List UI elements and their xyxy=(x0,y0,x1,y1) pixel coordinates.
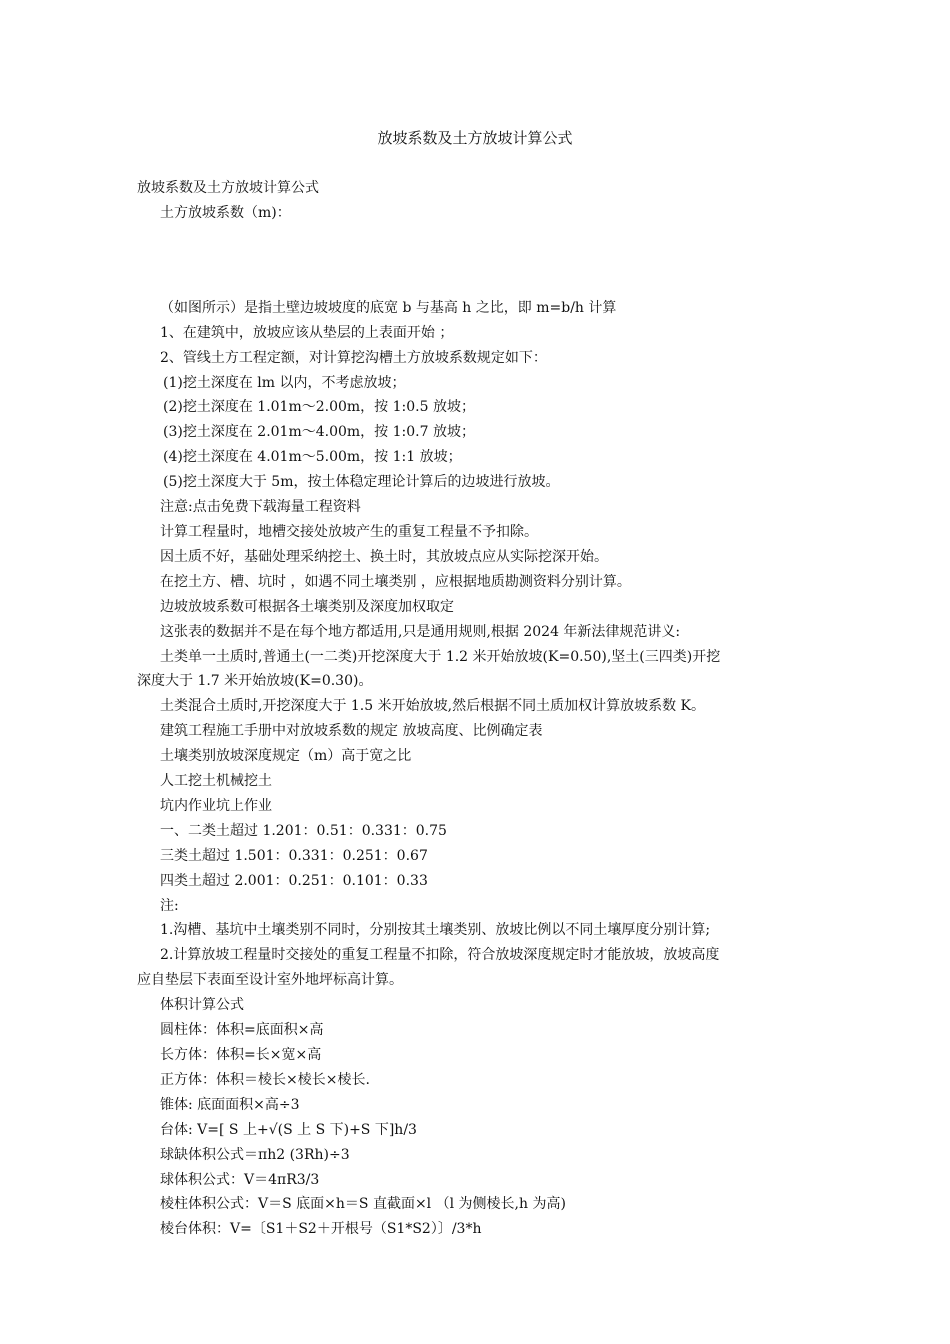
depth-rule: (2)挖土深度在 1.01m～2.00m，按 1:0.5 放坡； xyxy=(163,399,475,416)
table-line: 四类土超过 2.001：0.251：0.101：0.33 xyxy=(160,872,428,889)
rule-2: 2、管线土方工程定额，对计算挖沟槽土方放坡系数规定如下： xyxy=(160,349,547,366)
single-soil-paragraph: 土类单一土质时,普通土(一二类)开挖深度大于 1.2 米开始放坡(K=0.50),坚土(三四类)开挖 xyxy=(160,648,721,665)
table-line: 建筑工程施工手册中对放坡系数的规定 放坡高度、比例确定表 xyxy=(160,723,543,740)
single-soil-paragraph-continued: 深度大于 1.7 米开始放坡(K=0.30)。 xyxy=(137,673,373,690)
note-2: 2.计算放坡工程量时交接处的重复工程量不扣除，符合放坡深度规定时才能放坡，放坡高度 xyxy=(160,947,720,964)
rule-1: 1、在建筑中，放坡应该从垫层的上表面开始 ； xyxy=(160,324,454,341)
paragraph: 边坡放坡系数可根据各土壤类别及深度加权取定 xyxy=(160,598,454,615)
volume-formula: 体积计算公式 xyxy=(160,997,244,1014)
volume-formula: 棱台体积：V=〔S1＋S2＋开根号（S1*S2）〕/3*h xyxy=(160,1221,482,1238)
volume-formula: 球缺体积公式＝πh2 (3Rh)÷3 xyxy=(160,1146,350,1163)
volume-formula: 台体: V=[ S 上+√(S 上 S 下)+S 下]h/3 xyxy=(160,1121,417,1138)
volume-formula: 正方体：体积＝棱长×棱长×棱长. xyxy=(160,1071,370,1088)
document-body xyxy=(137,176,807,1242)
document-title: 放坡系数及土方放坡计算公式 xyxy=(377,129,573,147)
figure-gap xyxy=(137,226,807,296)
section-label: 土方放坡系数（m)： xyxy=(160,204,291,221)
table-line: 坑内作业坑上作业 xyxy=(160,797,272,814)
table-line: 土壤类别放坡深度规定（m）高于宽之比 xyxy=(160,748,412,765)
volume-formula: 锥体: 底面面积×高÷3 xyxy=(160,1096,300,1113)
mixed-soil-paragraph: 土类混合土质时,开挖深度大于 1.5 米开始放坡,然后根据不同土质加权计算放坡系数 K。 xyxy=(160,698,705,715)
table-line: 三类土超过 1.501：0.331：0.251：0.67 xyxy=(160,847,428,864)
table-line: 注: xyxy=(160,897,179,914)
paragraph: 这张表的数据并不是在每个地方都适用,只是通用规则,根据 2024 年新法律规范讲义: xyxy=(160,623,681,640)
volume-formula: 球体积公式：V＝4πR3/3 xyxy=(160,1171,320,1188)
paragraph: 计算工程量时，地槽交接处放坡产生的重复工程量不予扣除。 xyxy=(160,523,538,540)
document-heading: 放坡系数及土方放坡计算公式 xyxy=(137,180,319,196)
table-line: 一、二类土超过 1.201：0.51：0.331：0.75 xyxy=(160,822,447,839)
depth-rule: (1)挖土深度在 lm 以内，不考虑放坡； xyxy=(163,374,406,391)
volume-formula: 长方体：体积=长×宽×高 xyxy=(160,1047,322,1063)
table-line: 人工挖土机械挖土 xyxy=(160,773,272,790)
definition-text: （如图所示）是指土壁边坡坡度的底宽 b 与基高 h 之比，即 m=b/h 计算 xyxy=(160,299,617,316)
download-note: 注意:点击免费下载海量工程资料 xyxy=(160,499,361,516)
volume-formula: 圆柱体：体积=底面积×高 xyxy=(160,1022,324,1039)
table-line: 1.沟槽、基坑中土壤类别不同时，分别按其土壤类别、放坡比例以不同土壤厚度分别计算; xyxy=(160,922,711,939)
paragraph: 在挖土方、槽、坑时 ，如遇不同土壤类别 ，应根据地质勘测资料分别计算。 xyxy=(160,573,631,590)
volume-formula: 棱柱体积公式：V＝S 底面×h＝S 直截面×l （l 为侧棱长,h 为高) xyxy=(160,1196,566,1213)
note-2-continued: 应自垫层下表面至设计室外地坪标高计算。 xyxy=(137,972,403,989)
depth-rule: (5)挖土深度大于 5m，按土体稳定理论计算后的边坡进行放坡。 xyxy=(163,474,560,491)
depth-rule: (3)挖土深度在 2.01m～4.00m，按 1:0.7 放坡； xyxy=(163,424,475,441)
depth-rule: (4)挖土深度在 4.01m～5.00m，按 1:1 放坡； xyxy=(163,449,462,466)
paragraph: 因土质不好，基础处理采纳挖土、换土时，其放坡点应从实际挖深开始。 xyxy=(160,548,608,565)
